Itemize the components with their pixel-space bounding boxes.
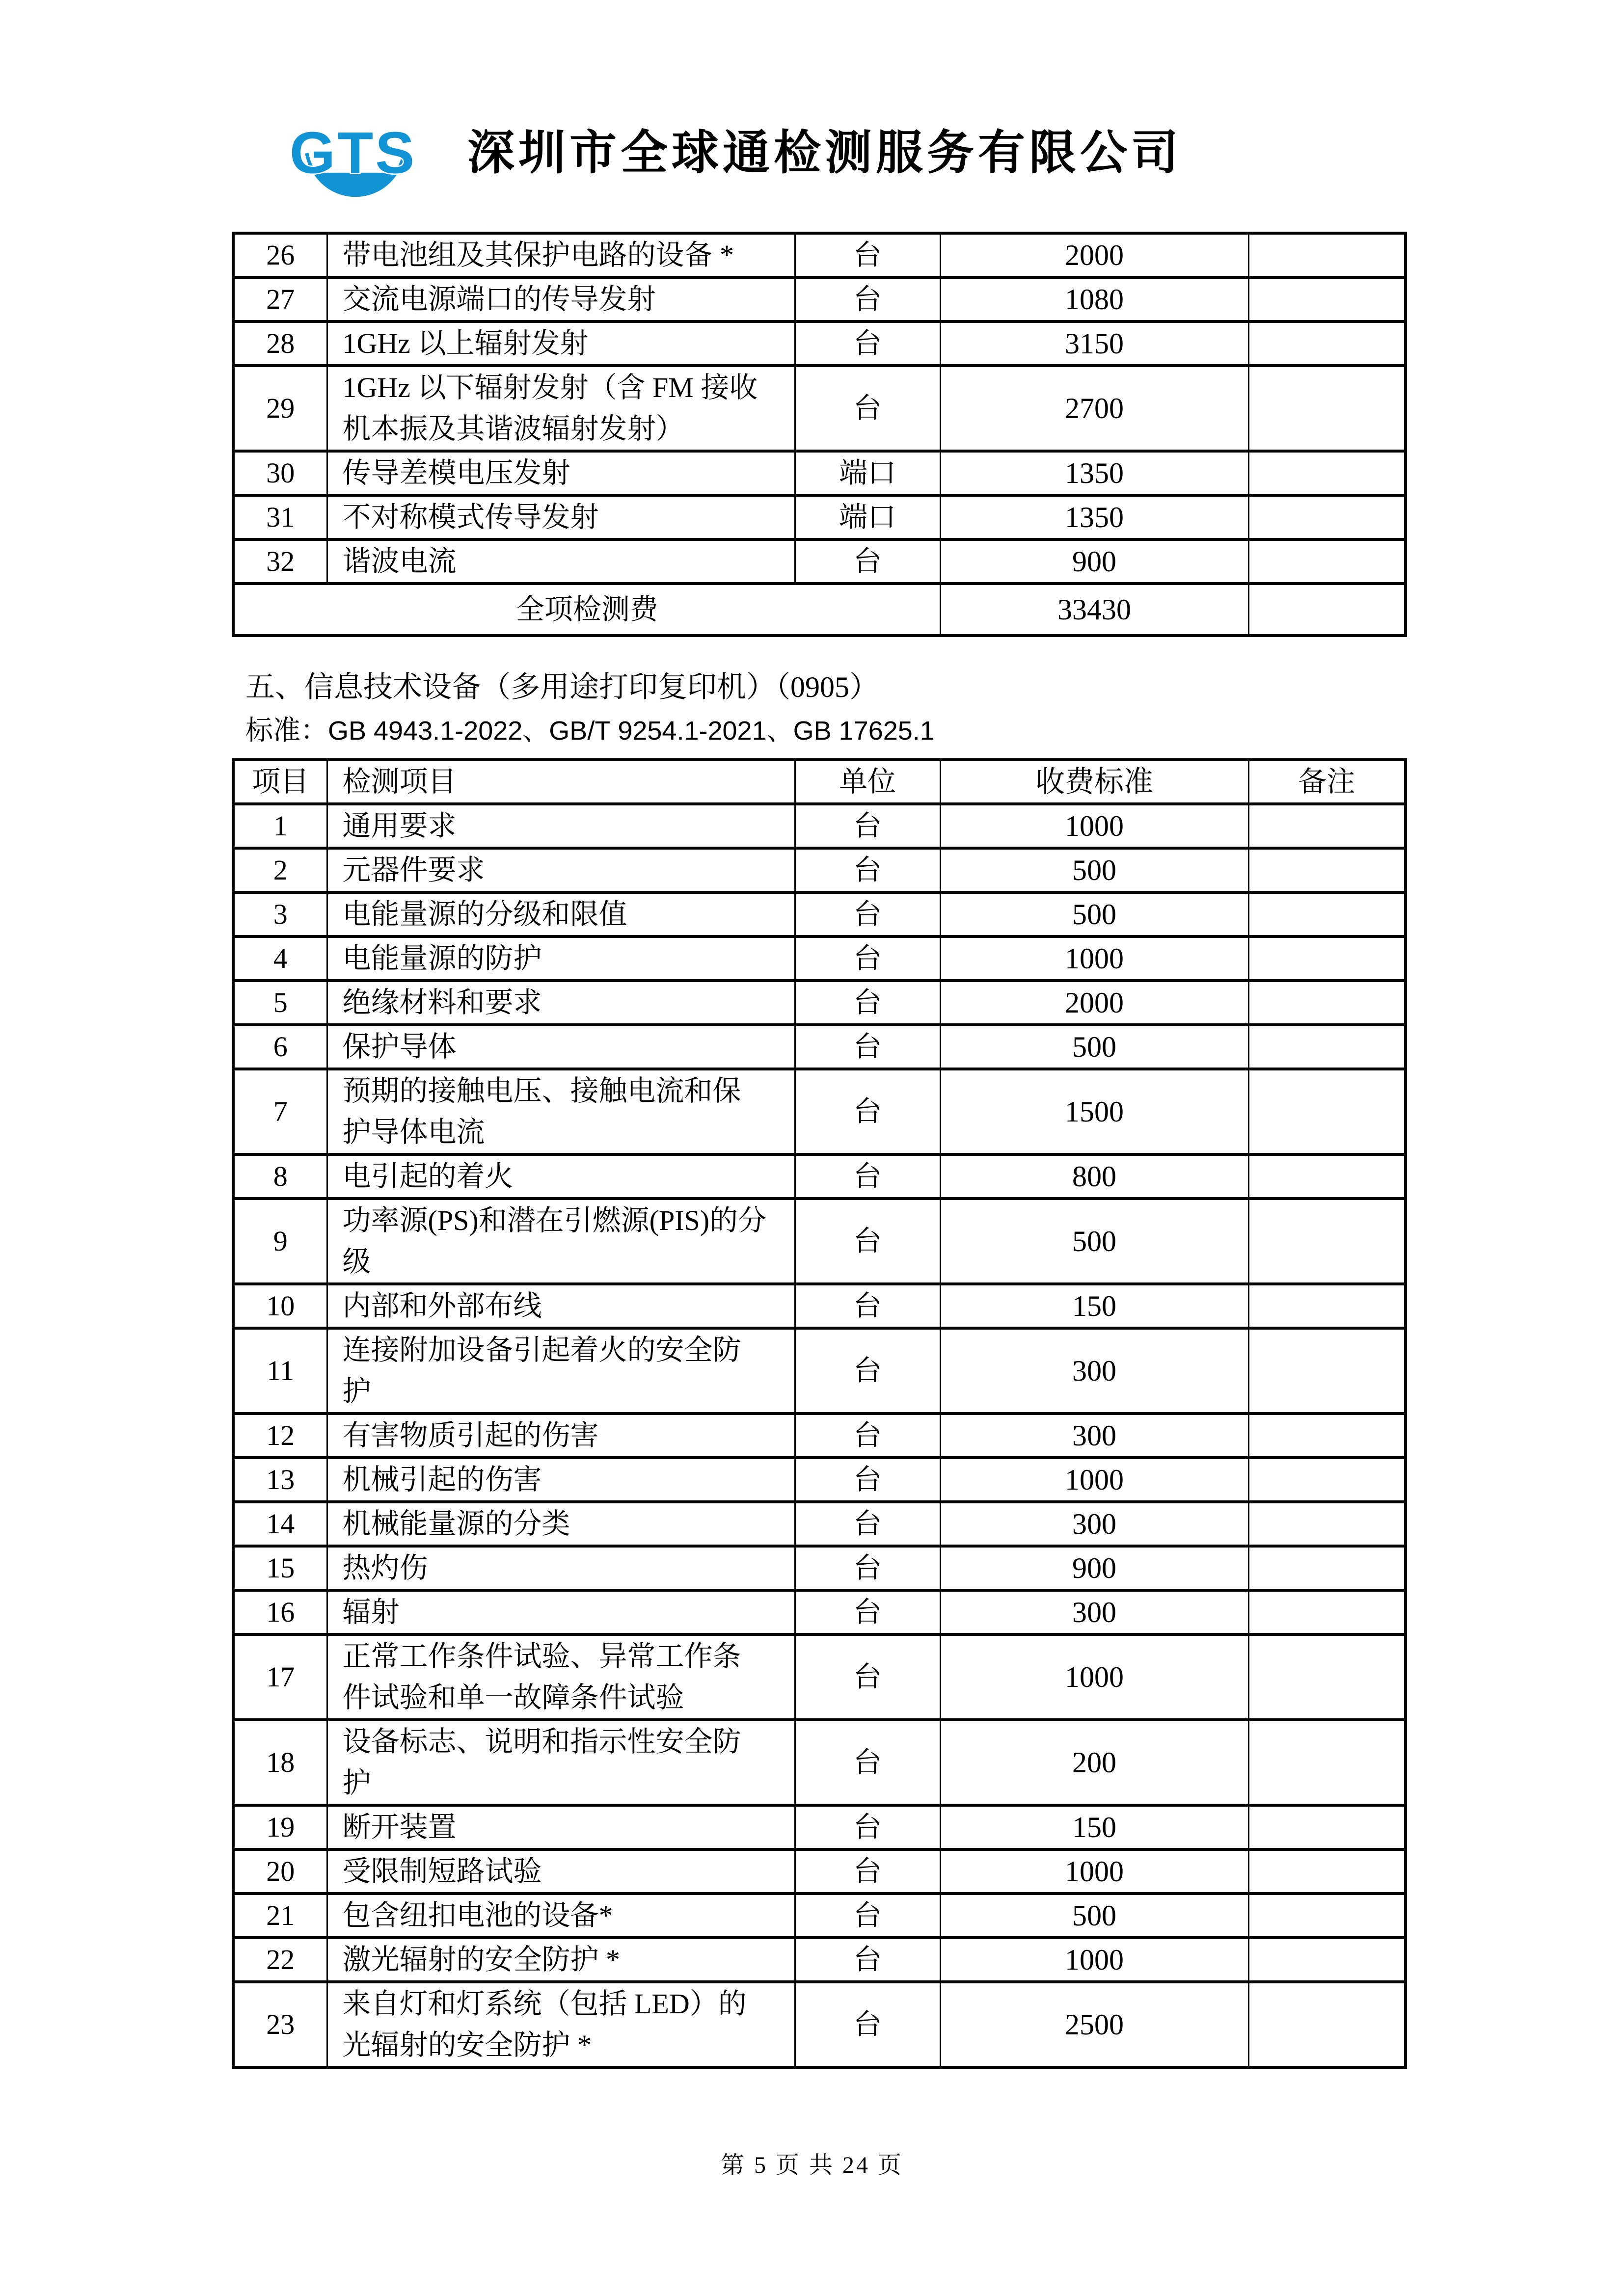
fee-cell: 150 (940, 1805, 1248, 1849)
item-cell: 热灼伤 (327, 1546, 795, 1590)
note-cell (1248, 1938, 1406, 1982)
unit-cell: 台 (795, 1502, 940, 1546)
item-cell: 机械引起的伤害 (327, 1458, 795, 1502)
item-cell: 机械能量源的分类 (327, 1502, 795, 1546)
no-cell: 21 (233, 1894, 327, 1938)
item-cell: 传导差模电压发射 (327, 451, 795, 495)
fee-cell: 900 (940, 539, 1248, 584)
note-cell (1248, 1199, 1406, 1284)
note-cell (1248, 1805, 1406, 1849)
unit-cell: 台 (795, 1546, 940, 1590)
note-cell (1248, 233, 1406, 277)
fee-table-part2-head (233, 760, 1406, 804)
note-cell (1248, 539, 1406, 584)
table-row (233, 1199, 1406, 1284)
no-cell: 27 (233, 277, 327, 321)
standard-line (245, 713, 935, 749)
item-cell: 电能量源的分级和限值 (327, 892, 795, 936)
no-cell: 28 (233, 321, 327, 366)
fee-cell: 1350 (940, 495, 1248, 539)
note-cell (1248, 981, 1406, 1025)
no-cell: 15 (233, 1546, 327, 1590)
no-cell: 1 (233, 804, 327, 848)
no-cell: 19 (233, 1805, 327, 1849)
header-cell-item: 检测项目 (327, 760, 795, 804)
table-row (233, 495, 1406, 539)
header-cell-fee: 收费标准 (940, 760, 1248, 804)
table-row (233, 1849, 1406, 1894)
unit-cell: 端口 (795, 495, 940, 539)
fee-cell: 900 (940, 1546, 1248, 1590)
item-cell: 谐波电流 (327, 539, 795, 584)
no-cell: 32 (233, 539, 327, 584)
fee-cell: 500 (940, 1894, 1248, 1938)
no-cell: 7 (233, 1069, 327, 1154)
table-row (233, 1328, 1406, 1414)
fee-cell: 3150 (940, 321, 1248, 366)
no-cell: 4 (233, 936, 327, 981)
total-fee-cell: 33430 (940, 584, 1248, 636)
note-cell (1248, 1328, 1406, 1414)
fee-cell: 2000 (940, 233, 1248, 277)
fee-cell: 1000 (940, 936, 1248, 981)
fee-cell: 2500 (940, 1982, 1248, 2067)
no-cell: 12 (233, 1414, 327, 1458)
header-cell-unit: 单位 (795, 760, 940, 804)
fee-cell: 2000 (940, 981, 1248, 1025)
item-cell: 内部和外部布线 (327, 1284, 795, 1328)
table-row (233, 1938, 1406, 1982)
no-cell: 8 (233, 1154, 327, 1199)
fee-table-part2 (232, 758, 1407, 2069)
note-cell (1248, 1154, 1406, 1199)
item-cell: 受限制短路试验 (327, 1849, 795, 1894)
unit-cell: 台 (795, 277, 940, 321)
item-cell: 不对称模式传导发射 (327, 495, 795, 539)
header-cell-note: 备注 (1248, 760, 1406, 804)
no-cell: 16 (233, 1590, 327, 1634)
unit-cell: 台 (795, 981, 940, 1025)
table-row (233, 1634, 1406, 1720)
fee-table-part2-body (233, 804, 1406, 2067)
unit-cell: 台 (795, 1154, 940, 1199)
note-cell (1248, 451, 1406, 495)
table-row (233, 1720, 1406, 1805)
fee-cell: 500 (940, 1025, 1248, 1069)
table-row (233, 936, 1406, 981)
no-cell: 5 (233, 981, 327, 1025)
note-cell (1248, 1720, 1406, 1805)
note-cell (1248, 892, 1406, 936)
no-cell: 9 (233, 1199, 327, 1284)
table-row (233, 1894, 1406, 1938)
company-name: 深圳市全球通检测服务有限公司 (467, 127, 1182, 179)
no-cell: 20 (233, 1849, 327, 1894)
standard-label: 标准： (245, 716, 328, 746)
no-cell: 10 (233, 1284, 327, 1328)
page-footer: 第 5 页 共 24 页 (720, 2152, 903, 2178)
no-cell: 26 (233, 233, 327, 277)
fee-cell: 500 (940, 1199, 1248, 1284)
unit-cell: 台 (795, 1634, 940, 1720)
unit-cell: 台 (795, 1284, 940, 1328)
fee-table-part1 (232, 232, 1407, 637)
note-cell (1248, 1458, 1406, 1502)
fee-cell: 300 (940, 1590, 1248, 1634)
total-label-cell: 全项检测费 (233, 584, 940, 636)
unit-cell: 台 (795, 1328, 940, 1414)
item-cell: 绝缘材料和要求 (327, 981, 795, 1025)
table-row (233, 848, 1406, 892)
table-row (233, 277, 1406, 321)
table-row (233, 1154, 1406, 1199)
standard-value: GB 4943.1-2022、GB/T 9254.1-2021、GB 17625.1 (328, 716, 935, 746)
note-cell (1248, 1590, 1406, 1634)
note-cell (1248, 1634, 1406, 1720)
unit-cell: 台 (795, 366, 940, 451)
item-cell: 保护导体 (327, 1025, 795, 1069)
note-cell (1248, 1069, 1406, 1154)
unit-cell: 台 (795, 1938, 940, 1982)
fee-cell: 200 (940, 1720, 1248, 1805)
table-row (233, 539, 1406, 584)
item-cell: 1GHz 以下辐射发射（含 FM 接收机本振及其谐波辐射发射） (327, 366, 795, 451)
table-row (233, 1458, 1406, 1502)
note-cell (1248, 1025, 1406, 1069)
item-cell: 设备标志、说明和指示性安全防护 (327, 1720, 795, 1805)
unit-cell: 台 (795, 1894, 940, 1938)
fee-cell: 800 (940, 1154, 1248, 1199)
fee-cell: 300 (940, 1414, 1248, 1458)
table-row (233, 1069, 1406, 1154)
total-row (233, 584, 1406, 636)
unit-cell: 台 (795, 1199, 940, 1284)
unit-cell: 台 (795, 321, 940, 366)
no-cell: 31 (233, 495, 327, 539)
unit-cell: 台 (795, 1025, 940, 1069)
logo-gts-text: GTS (289, 120, 417, 186)
table-row (233, 1546, 1406, 1590)
table-row (233, 1805, 1406, 1849)
item-cell: 1GHz 以上辐射发射 (327, 321, 795, 366)
item-cell: 断开装置 (327, 1805, 795, 1849)
unit-cell: 端口 (795, 451, 940, 495)
no-cell: 6 (233, 1025, 327, 1069)
note-cell (1248, 277, 1406, 321)
no-cell: 2 (233, 848, 327, 892)
unit-cell: 台 (795, 1982, 940, 2067)
fee-cell: 2700 (940, 366, 1248, 451)
note-cell (1248, 321, 1406, 366)
table-row (233, 892, 1406, 936)
item-cell: 电引起的着火 (327, 1154, 795, 1199)
note-cell (1248, 804, 1406, 848)
item-cell: 电能量源的防护 (327, 936, 795, 981)
no-cell: 13 (233, 1458, 327, 1502)
item-cell: 正常工作条件试验、异常工作条件试验和单一故障条件试验 (327, 1634, 795, 1720)
section-title: 五、信息技术设备（多用途打印复印机）（0905） (245, 671, 879, 703)
note-cell (1248, 1894, 1406, 1938)
no-cell: 30 (233, 451, 327, 495)
unit-cell: 台 (795, 1590, 940, 1634)
fee-cell: 500 (940, 848, 1248, 892)
no-cell: 11 (233, 1328, 327, 1414)
item-cell: 有害物质引起的伤害 (327, 1414, 795, 1458)
table-row (233, 1982, 1406, 2067)
table-row (233, 1414, 1406, 1458)
table-row (233, 981, 1406, 1025)
gts-logo-graphic (274, 89, 432, 203)
table-row (233, 321, 1406, 366)
item-cell: 预期的接触电压、接触电流和保护导体电流 (327, 1069, 795, 1154)
no-cell: 23 (233, 1982, 327, 2067)
header-cell-no: 项目 (233, 760, 327, 804)
item-cell: 带电池组及其保护电路的设备 * (327, 233, 795, 277)
no-cell: 29 (233, 366, 327, 451)
fee-cell: 300 (940, 1502, 1248, 1546)
note-cell (1248, 1982, 1406, 2067)
table-row (233, 233, 1406, 277)
unit-cell: 台 (795, 1069, 940, 1154)
fee-cell: 1500 (940, 1069, 1248, 1154)
total-note-cell (1248, 584, 1406, 636)
item-cell: 激光辐射的安全防护 * (327, 1938, 795, 1982)
table-row (233, 1502, 1406, 1546)
unit-cell: 台 (795, 848, 940, 892)
item-cell: 辐射 (327, 1590, 795, 1634)
note-cell (1248, 1546, 1406, 1590)
table-row (233, 1590, 1406, 1634)
no-cell: 18 (233, 1720, 327, 1805)
item-cell: 包含纽扣电池的设备* (327, 1894, 795, 1938)
no-cell: 22 (233, 1938, 327, 1982)
table-row (233, 804, 1406, 848)
header-row (233, 760, 1406, 804)
unit-cell: 台 (795, 1458, 940, 1502)
unit-cell: 台 (795, 892, 940, 936)
table-row (233, 451, 1406, 495)
note-cell (1248, 1414, 1406, 1458)
no-cell: 3 (233, 892, 327, 936)
unit-cell: 台 (795, 1805, 940, 1849)
item-cell: 来自灯和灯系统（包括 LED）的光辐射的安全防护 * (327, 1982, 795, 2067)
no-cell: 17 (233, 1634, 327, 1720)
fee-cell: 150 (940, 1284, 1248, 1328)
fee-cell: 1000 (940, 1634, 1248, 1720)
fee-cell: 1000 (940, 1849, 1248, 1894)
item-cell: 元器件要求 (327, 848, 795, 892)
unit-cell: 台 (795, 233, 940, 277)
no-cell: 14 (233, 1502, 327, 1546)
fee-table-part1-body (233, 233, 1406, 636)
item-cell: 通用要求 (327, 804, 795, 848)
note-cell (1248, 1849, 1406, 1894)
unit-cell: 台 (795, 539, 940, 584)
item-cell: 交流电源端口的传导发射 (327, 277, 795, 321)
fee-cell: 1350 (940, 451, 1248, 495)
fee-cell: 1080 (940, 277, 1248, 321)
table-row (233, 1025, 1406, 1069)
note-cell (1248, 1284, 1406, 1328)
unit-cell: 台 (795, 1414, 940, 1458)
unit-cell: 台 (795, 1849, 940, 1894)
table-row (233, 1284, 1406, 1328)
note-cell (1248, 366, 1406, 451)
unit-cell: 台 (795, 936, 940, 981)
item-cell: 连接附加设备引起着火的安全防护 (327, 1328, 795, 1414)
fee-cell: 500 (940, 892, 1248, 936)
item-cell: 功率源(PS)和潜在引燃源(PIS)的分级 (327, 1199, 795, 1284)
fee-cell: 300 (940, 1328, 1248, 1414)
gts-logo (274, 89, 432, 203)
note-cell (1248, 1502, 1406, 1546)
fee-cell: 1000 (940, 1938, 1248, 1982)
note-cell (1248, 495, 1406, 539)
unit-cell: 台 (795, 1720, 940, 1805)
fee-cell: 1000 (940, 1458, 1248, 1502)
fee-cell: 1000 (940, 804, 1248, 848)
note-cell (1248, 936, 1406, 981)
table-row (233, 366, 1406, 451)
note-cell (1248, 848, 1406, 892)
unit-cell: 台 (795, 804, 940, 848)
